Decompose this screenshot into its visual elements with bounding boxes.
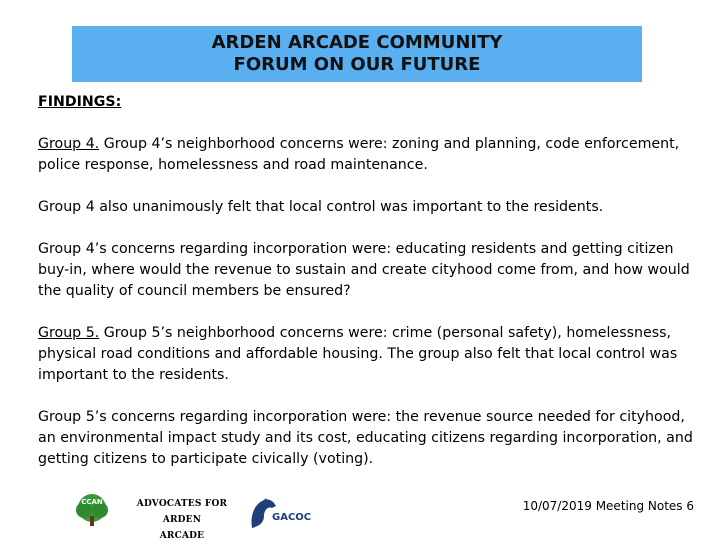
horse-head-icon — [246, 494, 312, 534]
advocates-line-2: ARCADE — [159, 531, 205, 541]
title-banner — [72, 26, 642, 82]
group-4-concerns-paragraph — [38, 134, 702, 176]
group-5-incorporation-paragraph: Group 5’s concerns regarding incorporation were: the revenue source needed for cityhood, an environmental impact study and its cost, educating citizens regarding incorporation, and getting citizens to participate civically (voting). — [38, 409, 693, 467]
ccan-logo-text: CCAN — [81, 498, 103, 506]
title-line-1: ARDEN ARCADE COMMUNITY — [211, 32, 503, 53]
ccan-logo — [74, 492, 110, 532]
group-5-concerns-text: Group 5’s neighborhood concerns were: crime (personal safety), homelessness, physical road conditions and affordable housing. The group also felt that local control was important to the residents. — [38, 325, 678, 383]
meeting-notes-label: 10/07/2019 Meeting Notes 6 — [522, 499, 694, 513]
group-5-label: Group 5. — [38, 325, 100, 341]
group-4-concerns-text: Group 4’s neighborhood concerns were: zoning and planning, code enforcement, police response, homelessness and road maintenance. — [38, 136, 680, 173]
gacoc-logo — [246, 494, 312, 534]
group-4-incorporation-paragraph: Group 4’s concerns regarding incorporation were: educating residents and getting citizen buy-in, where would the revenue to sustain and create cityhood come from, and how would the quality of council members be ensured? — [38, 241, 690, 299]
findings-content — [38, 92, 702, 470]
group-4-local-control-paragraph: Group 4 also unanimously felt that local control was important to the residents. — [38, 199, 604, 215]
advocates-logo — [122, 496, 242, 544]
footer — [0, 488, 720, 540]
title-line-2: FORUM ON OUR FUTURE — [233, 54, 481, 75]
findings-heading: FINDINGS: — [38, 94, 122, 110]
tree-icon — [74, 492, 110, 532]
group-5-concerns-paragraph — [38, 323, 702, 386]
group-4-label: Group 4. — [38, 136, 100, 152]
gacoc-logo-text: GACOC — [272, 512, 312, 523]
advocates-line-1: ADVOCATES FOR ARDEN — [136, 499, 228, 525]
